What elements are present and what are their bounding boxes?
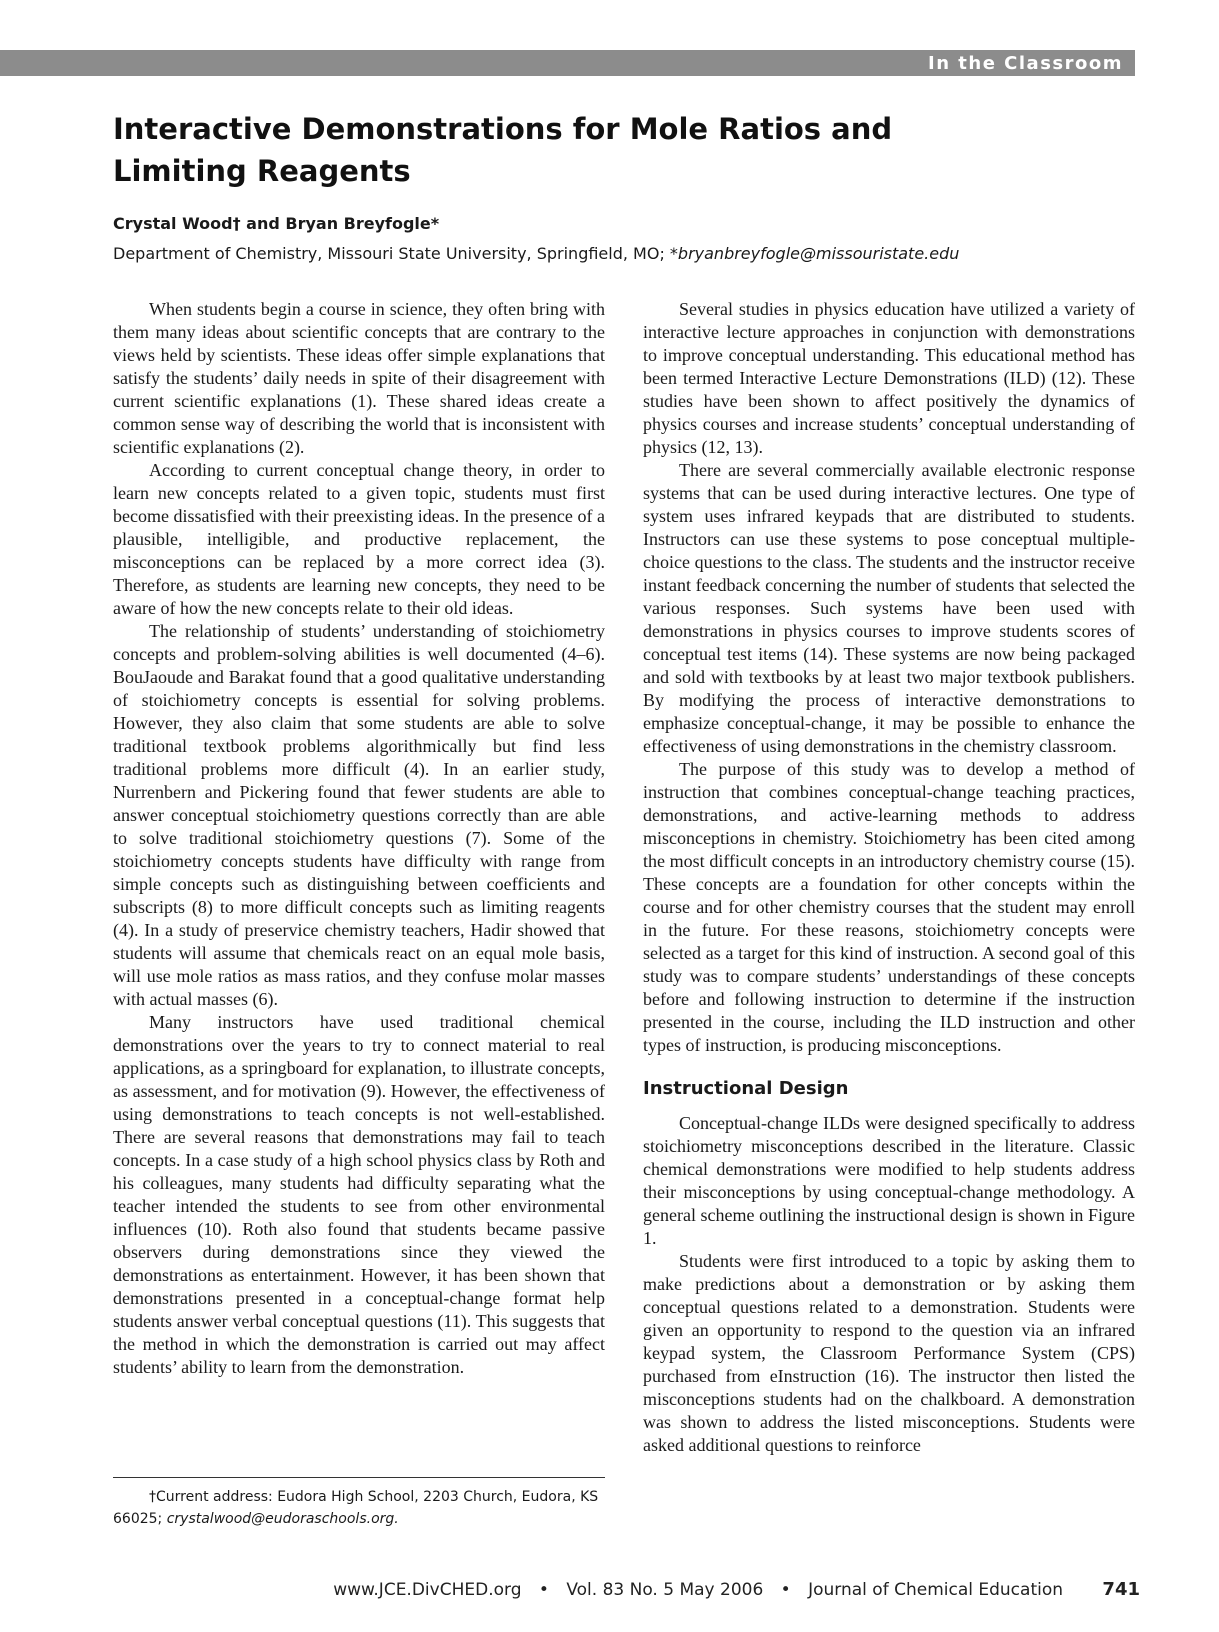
section-banner — [0, 50, 1135, 76]
footer-journal: Journal of Chemical Education — [808, 1580, 1064, 1600]
footer-issue: Vol. 83 No. 5 May 2006 — [566, 1580, 764, 1600]
body-paragraph: The purpose of this study was to develop a method of instruction that combines conceptual-change teaching practices, demonstrations, and active-learning methods to address misconceptions in chemistry. Stoichiometry has been cited among the most difficult concepts in an introductory chemistry course (15). These concepts are a foundation for other concepts within the course and for other chemistry courses that the student may enroll in the future. For these reasons, stoichiometry concepts were selected as a target for this kind of instruction. A second goal of this study was to compare students’ understandings of these concepts before and following instruction to determine if the instruction presented in the course, including the ILD instruction and other types of instruction, is producing misconceptions. — [643, 759, 1135, 1055]
footnote-divider — [113, 1477, 605, 1478]
left-column — [113, 298, 605, 1379]
article-authors: Crystal Wood† and Bryan Breyfogle* — [113, 214, 440, 233]
author-email[interactable]: bryanbreyfogle@missouristate.edu — [677, 244, 960, 263]
footnote-email[interactable]: crystalwood@eudoraschools.org. — [166, 1511, 399, 1527]
body-paragraph: Many instructors have used traditional chemical demonstrations over the years to try to connect material to real applications, as a springboard for explanation, to illustrate concepts, as assessment, and for motivation (9). However, the effectiveness of using demonstrations to teach concepts is not well-established. There are several reasons that demonstrations may fail to teach concepts. In a case study of a high school physics class by Roth and his colleagues, many students had difficulty separating what the teacher intended the students to see from other environmental influences (10). Roth also found that students became passive observers during demonstrations since they viewed the demonstrations as entertainment. However, it has been shown that demonstrations presented in a conceptual-change format help students answer verbal conceptual questions (11). This suggests that the method in which the demonstration is carried out may affect students’ ability to learn from the demonstration. — [113, 1012, 605, 1377]
footer-separator: • — [780, 1580, 791, 1600]
body-paragraph: When students begin a course in science, they often bring with them many ideas about scientific concepts that are contrary to the views held by scientists. These ideas offer simple explanations that satisfy the students’ daily needs in spite of their disagreement with current scientific explanations (1). These shared ideas create a common sense way of describing the world that is inconsistent with scientific explanations (2). — [113, 299, 605, 457]
page-footer — [333, 1579, 1140, 1600]
footnote — [113, 1486, 605, 1530]
body-paragraph: Several studies in physics education have utilized a variety of interactive lecture approaches in conjunction with demonstrations to improve conceptual understanding. This educational method has been termed Interactive Lecture Demonstrations (ILD) (12). These studies have been shown to affect positively the dynamics of physics courses and increase students’ conceptual understanding of physics (12, 13). — [643, 299, 1135, 457]
footnote-text: †Current address: Eudora High School, 2203 Church, Eudora, KS 66025; — [113, 1489, 599, 1527]
page-number: 741 — [1102, 1579, 1140, 1600]
body-paragraph: Students were first introduced to a topic by asking them to make predictions about a demonstration or by asking them conceptual questions related to a demonstration. Students were given an opportunity to respond to the question via an infrared keypad system, the Classroom Performance System (CPS) purchased from eInstruction (16). The instructor then listed the misconceptions students had on the chalkboard. A demonstration was shown to address the listed misconceptions. Students were asked additional questions to reinforce — [643, 1251, 1135, 1455]
section-heading: Instructional Design — [643, 1078, 849, 1099]
body-paragraph: The relationship of students’ understanding of stoichiometry concepts and problem-solving abilities is well documented (4–6). BouJaoude and Barakat found that a good qualitative understanding of stoichiometry concepts is essential for solving problems. However, they also claim that some students are able to solve traditional textbook problems algorithmically but find less traditional problems more difficult (4). In an earlier study, Nurrenbern and Pickering found that fewer students are able to answer conceptual stoichiometry questions correctly than are able to solve traditional stoichiometry questions (7). Some of the stoichiometry concepts students have difficulty with range from simple concepts such as distinguishing between coefficients and subscripts (8) to more difficult concepts such as limiting reagents (4). In a study of preservice chemistry teachers, Hadir showed that students will assume that chemicals react on an equal mole basis, will use mole ratios as mass ratios, and they confuse molar masses with actual masses (6). — [113, 621, 605, 1009]
right-column — [643, 298, 1135, 1457]
body-paragraph: There are several commercially available electronic response systems that can be used during interactive lectures. One type of system uses infrared keypads that are distributed to students. Instructors can use these systems to pose conceptual multiple-choice questions to the class. The students and the instructor receive instant feedback concerning the number of students that selected the various responses. Such systems have been used with demonstrations in physics courses to improve students scores of conceptual test items (14). These systems are now being packaged and sold with textbooks by at least two major textbook publishers. By modifying the process of interactive demonstrations to emphasize conceptual-change, it may be possible to enhance the effectiveness of using demonstrations in the chemistry classroom. — [643, 460, 1135, 756]
body-paragraph: Conceptual-change ILDs were designed specifically to address stoichiometry misconceptions described in the literature. Classic chemical demonstrations were modified to help students address their misconceptions by using conceptual-change methodology. A general scheme outlining the instructional design is shown in Figure 1. — [643, 1113, 1135, 1248]
article-title: Interactive Demonstrations for Mole Ratios and Limiting Reagents — [113, 112, 893, 188]
body-paragraph: According to current conceptual change theory, in order to learn new concepts related to a given topic, students must first become dissatisfied with their preexisting ideas. In the presence of a plausible, intelligible, and productive replacement, the misconceptions can be replaced by a more correct idea (3). Therefore, as students are learning new concepts, they need to be aware of how the new concepts relate to their old ideas. — [113, 460, 605, 618]
author-affiliation — [113, 244, 959, 263]
affiliation-text: Department of Chemistry, Missouri State University, Springfield, MO; * — [113, 244, 678, 263]
footer-separator: • — [538, 1580, 549, 1600]
footer-website[interactable]: www.JCE.DivCHED.org — [333, 1580, 522, 1600]
section-label: In the Classroom — [928, 53, 1123, 74]
